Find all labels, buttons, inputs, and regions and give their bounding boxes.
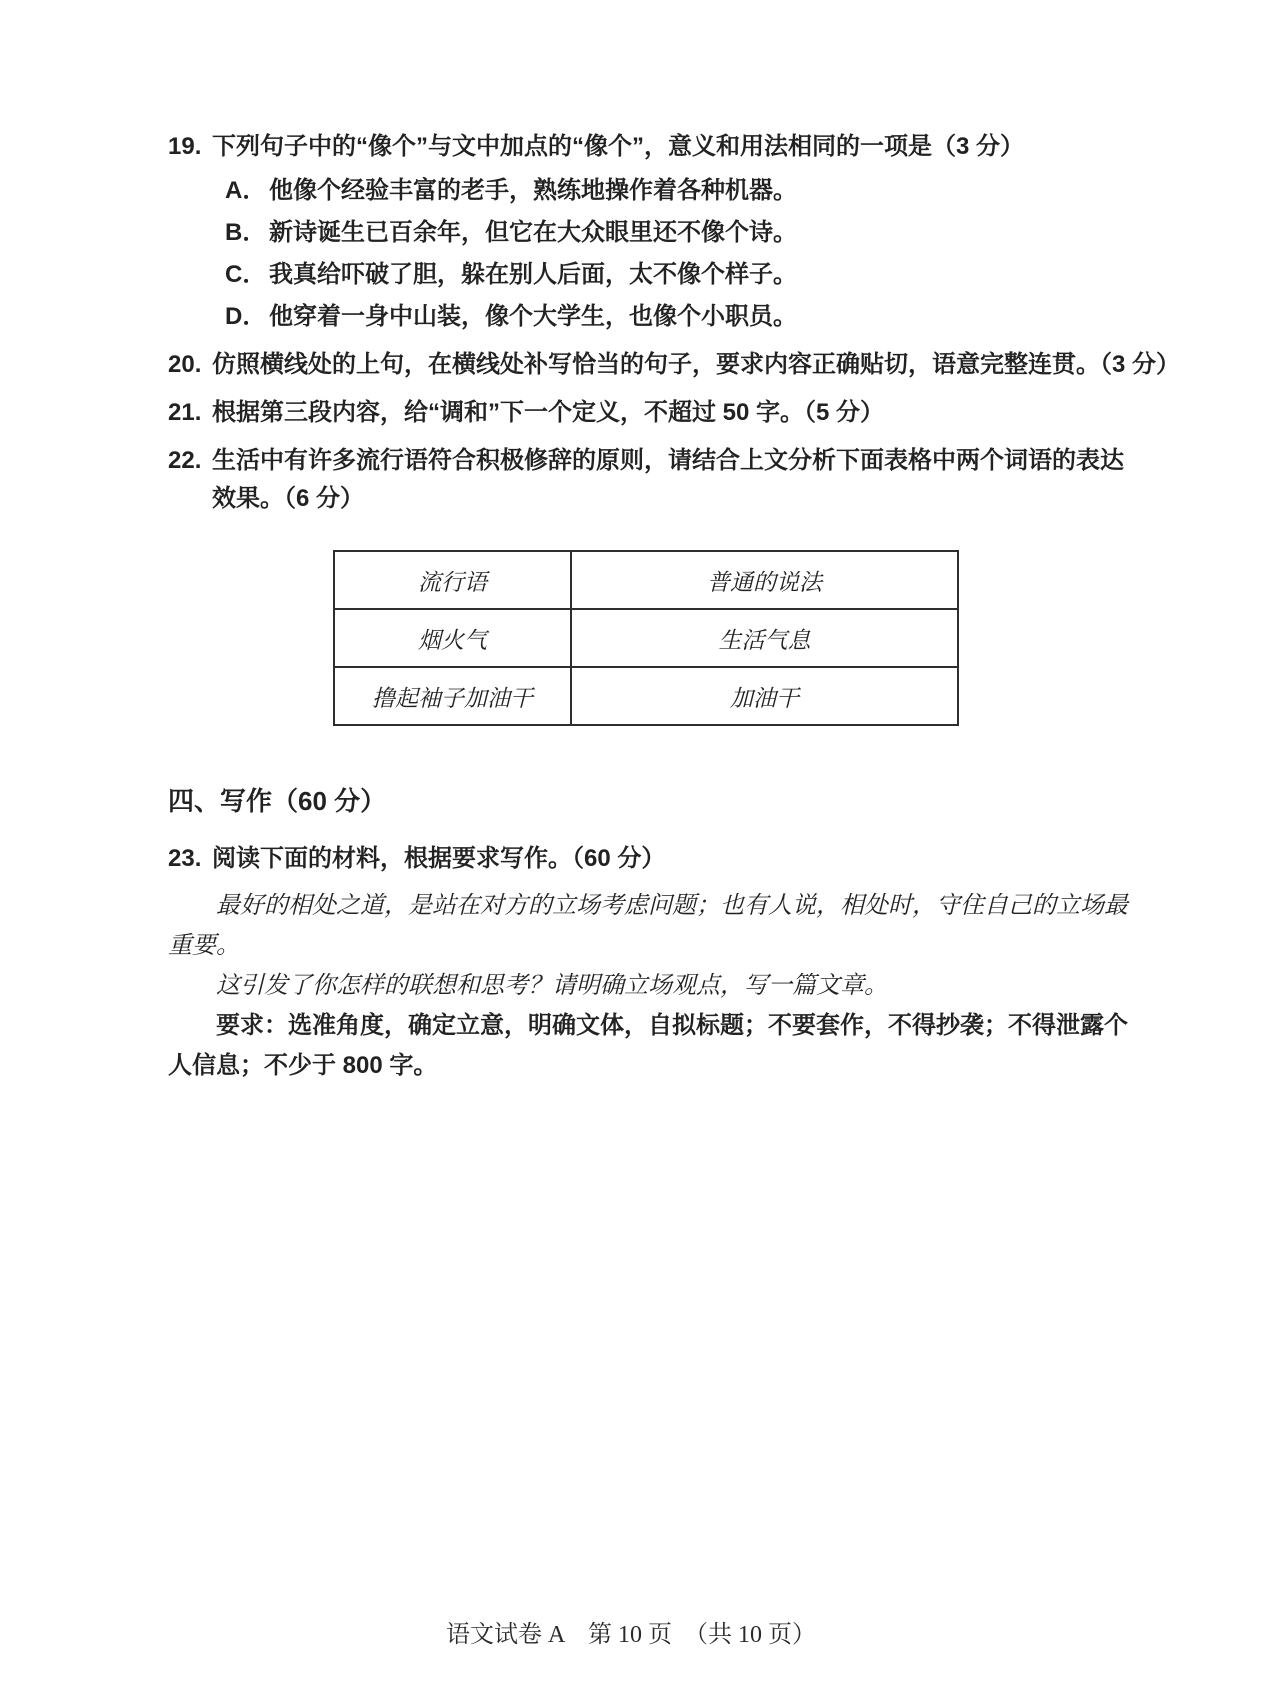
table-cell: 撸起袖子加油干 xyxy=(334,667,571,725)
option-a xyxy=(225,170,1116,212)
page-footer: 语文试卷 A 第 10 页 （共 10 页） xyxy=(445,1622,816,1648)
option-b-text: 新诗诞生已百余年，但它在大众眼里还不像个诗。 xyxy=(269,219,797,246)
option-d-text: 他穿着一身中山装，像个大学生，也像个小职员。 xyxy=(269,303,797,330)
table-header-ordinary: 普通的说法 xyxy=(571,551,958,609)
question-19-stem: 下列句子中的“像个”与文中加点的“像个”，意义和用法相同的一项是（3 分） xyxy=(212,133,1025,160)
table-row xyxy=(334,667,958,725)
option-b-label: B． xyxy=(225,219,267,246)
writing-prompt: 这引发了你怎样的联想和思考？请明确立场观点，写一篇文章。 xyxy=(216,973,888,999)
question-23-number: 23. xyxy=(168,845,202,872)
option-c xyxy=(225,254,1116,296)
option-c-label: C． xyxy=(225,261,267,288)
table-cell: 加油干 xyxy=(571,667,958,725)
question-23 xyxy=(168,842,1116,876)
question-22-number: 22. xyxy=(168,447,202,474)
table-row xyxy=(334,609,958,667)
material-line-2: 重要。 xyxy=(168,933,240,959)
option-c-text: 我真给吓破了胆，躲在别人后面，太不像个样子。 xyxy=(269,261,797,288)
question-23-stem: 阅读下面的材料，根据要求写作。（60 分） xyxy=(212,845,666,872)
option-d-label: D． xyxy=(225,303,267,330)
page-content xyxy=(168,0,1181,1086)
buzzword-table xyxy=(333,550,959,726)
option-b xyxy=(225,212,1116,254)
requirements-line-1: 要求：选准角度，确定立意，明确文体，自拟标题；不要套作，不得抄袭；不得泄露个 xyxy=(216,1012,1128,1039)
question-20 xyxy=(168,348,1181,382)
requirements-line-2: 人信息；不少于 800 字。 xyxy=(168,1052,438,1079)
question-22-stem-line1: 生活中有许多流行语符合积极修辞的原则，请结合上文分析下面表格中两个词语的表达 xyxy=(212,447,1124,474)
question-21-number: 21. xyxy=(168,399,202,426)
question-19-number: 19. xyxy=(168,133,202,160)
question-22 xyxy=(168,442,1124,518)
question-21 xyxy=(168,396,1116,430)
question-21-stem: 根据第三段内容，给“调和”下一个定义，不超过 50 字。（5 分） xyxy=(212,399,885,426)
question-20-stem: 仿照横线处的上句，在横线处补写恰当的句子，要求内容正确贴切，语意完整连贯。（3 分） xyxy=(212,351,1181,378)
option-a-label: A． xyxy=(225,177,267,204)
table-cell: 烟火气 xyxy=(334,609,571,667)
material-line-1: 最好的相处之道，是站在对方的立场考虑问题；也有人说，相处时，守住自己的立场最 xyxy=(216,893,1128,919)
question-19 xyxy=(168,130,1116,338)
question-23-body xyxy=(168,886,1128,1086)
option-d xyxy=(225,296,1116,338)
question-22-stem-line2: 效果。（6 分） xyxy=(212,485,365,512)
table-header-row xyxy=(334,551,958,609)
table-cell: 生活气息 xyxy=(571,609,958,667)
option-a-text: 他像个经验丰富的老手，熟练地操作着各种机器。 xyxy=(269,177,797,204)
question-19-options xyxy=(225,170,1116,338)
question-20-number: 20. xyxy=(168,351,202,378)
section-4-title: 四、写作（60 分） xyxy=(168,786,387,816)
table-header-buzzword: 流行语 xyxy=(334,551,571,609)
